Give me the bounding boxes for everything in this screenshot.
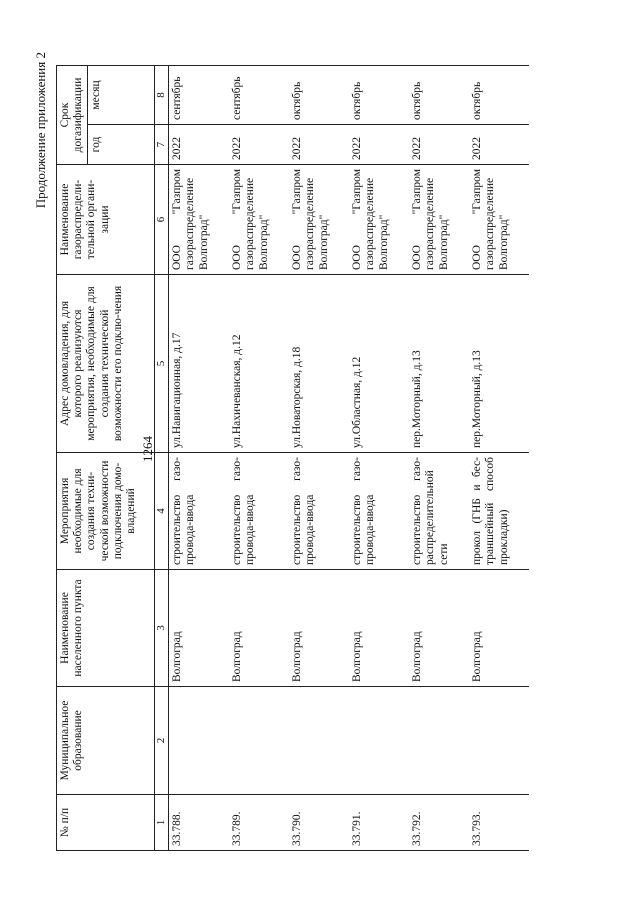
row-municipality bbox=[289, 687, 349, 795]
row-year: 2022 bbox=[289, 125, 349, 165]
row-measure: строительство газо-провода-ввода bbox=[289, 453, 349, 570]
row-month: октябрь bbox=[349, 66, 409, 125]
row-measure: строительство газо-провода-ввода bbox=[349, 453, 409, 570]
col-number-8: 8 bbox=[155, 66, 169, 125]
header-municipality: Муниципальное образование bbox=[57, 687, 155, 795]
row-measure: строительство газо-провода-ввода bbox=[229, 453, 289, 570]
row-number: 33.791. bbox=[349, 795, 409, 851]
col-number-5: 5 bbox=[155, 275, 169, 453]
col-number-6: 6 bbox=[155, 165, 169, 275]
continuation-label: Продолжение приложения 2 bbox=[33, 52, 48, 209]
row-month: октябрь bbox=[289, 66, 349, 125]
row-address: пер.Моторный, д.13 bbox=[409, 275, 469, 453]
table-row bbox=[229, 66, 289, 851]
page-number: 1264 bbox=[140, 436, 155, 462]
table-row bbox=[289, 66, 349, 851]
row-measure: строительство газо-провода-ввода bbox=[169, 453, 230, 570]
row-year: 2022 bbox=[169, 125, 230, 165]
row-number: 33.793. bbox=[469, 795, 529, 851]
row-settlement: Волгоград bbox=[349, 570, 409, 687]
row-measure: прокол (ГНБ и бес-траншейный способ прокладки) bbox=[469, 453, 529, 570]
header-organization: Наименование газораспредели-тельной органи-зации bbox=[57, 165, 155, 275]
row-settlement: Волгоград bbox=[289, 570, 349, 687]
row-month: сентябрь bbox=[229, 66, 289, 125]
row-settlement: Волгоград bbox=[409, 570, 469, 687]
row-organization: ООО "Газпром газораспределение Волгоград" bbox=[349, 165, 409, 275]
header-year: год bbox=[88, 125, 155, 165]
row-municipality bbox=[169, 687, 230, 795]
col-number-1: 1 bbox=[155, 795, 169, 851]
row-settlement: Волгоград bbox=[169, 570, 230, 687]
table-row bbox=[349, 66, 409, 851]
col-number-7: 7 bbox=[155, 125, 169, 165]
row-year: 2022 bbox=[409, 125, 469, 165]
row-settlement: Волгоград bbox=[229, 570, 289, 687]
row-year: 2022 bbox=[349, 125, 409, 165]
row-month: октябрь bbox=[409, 66, 469, 125]
table-row bbox=[409, 66, 469, 851]
row-number: 33.789. bbox=[229, 795, 289, 851]
row-month: сентябрь bbox=[169, 66, 230, 125]
row-address: ул.Нахичеванская, д.12 bbox=[229, 275, 289, 453]
row-organization: ООО "Газпром газораспределение Волгоград" bbox=[469, 165, 529, 275]
header-deadline: Срок догазификации bbox=[57, 66, 88, 165]
header-number: № п/п bbox=[57, 795, 155, 851]
row-settlement: Волгоград bbox=[469, 570, 529, 687]
col-number-4: 4 bbox=[155, 453, 169, 570]
row-address: ул.Навигационная, д.17 bbox=[169, 275, 230, 453]
row-address: ул.Областная, д.12 bbox=[349, 275, 409, 453]
row-municipality bbox=[409, 687, 469, 795]
row-number: 33.788. bbox=[169, 795, 230, 851]
row-address: пер.Моторный, д.13 bbox=[469, 275, 529, 453]
row-year: 2022 bbox=[469, 125, 529, 165]
header-measures: Мероприятия необходимые для создания техни-ческой возможности подключения домо-владений bbox=[57, 453, 155, 570]
row-municipality bbox=[229, 687, 289, 795]
col-number-3: 3 bbox=[155, 570, 169, 687]
header-address: Адрес домовладения, для которого реализуются мероприятия, необходимые для создания технической возможности его подклю-чения bbox=[57, 275, 155, 453]
row-measure: строительство газо-распределительной сети bbox=[409, 453, 469, 570]
row-address: ул.Новаторская, д.18 bbox=[289, 275, 349, 453]
row-organization: ООО "Газпром газораспределение Волгоград" bbox=[409, 165, 469, 275]
header-month: месяц bbox=[88, 66, 155, 125]
row-number: 33.792. bbox=[409, 795, 469, 851]
row-organization: ООО "Газпром газораспределение Волгоград" bbox=[169, 165, 230, 275]
row-municipality bbox=[349, 687, 409, 795]
header-settlement: Наименование населенного пункта bbox=[57, 570, 155, 687]
row-year: 2022 bbox=[229, 125, 289, 165]
row-organization: ООО "Газпром газораспределение Волгоград" bbox=[289, 165, 349, 275]
table-row bbox=[469, 66, 529, 851]
row-number: 33.790. bbox=[289, 795, 349, 851]
row-organization: ООО "Газпром газораспределение Волгоград" bbox=[229, 165, 289, 275]
row-month: октябрь bbox=[469, 66, 529, 125]
gasification-table bbox=[56, 65, 529, 851]
table-row bbox=[169, 66, 230, 851]
col-number-2: 2 bbox=[155, 687, 169, 795]
row-municipality bbox=[469, 687, 529, 795]
